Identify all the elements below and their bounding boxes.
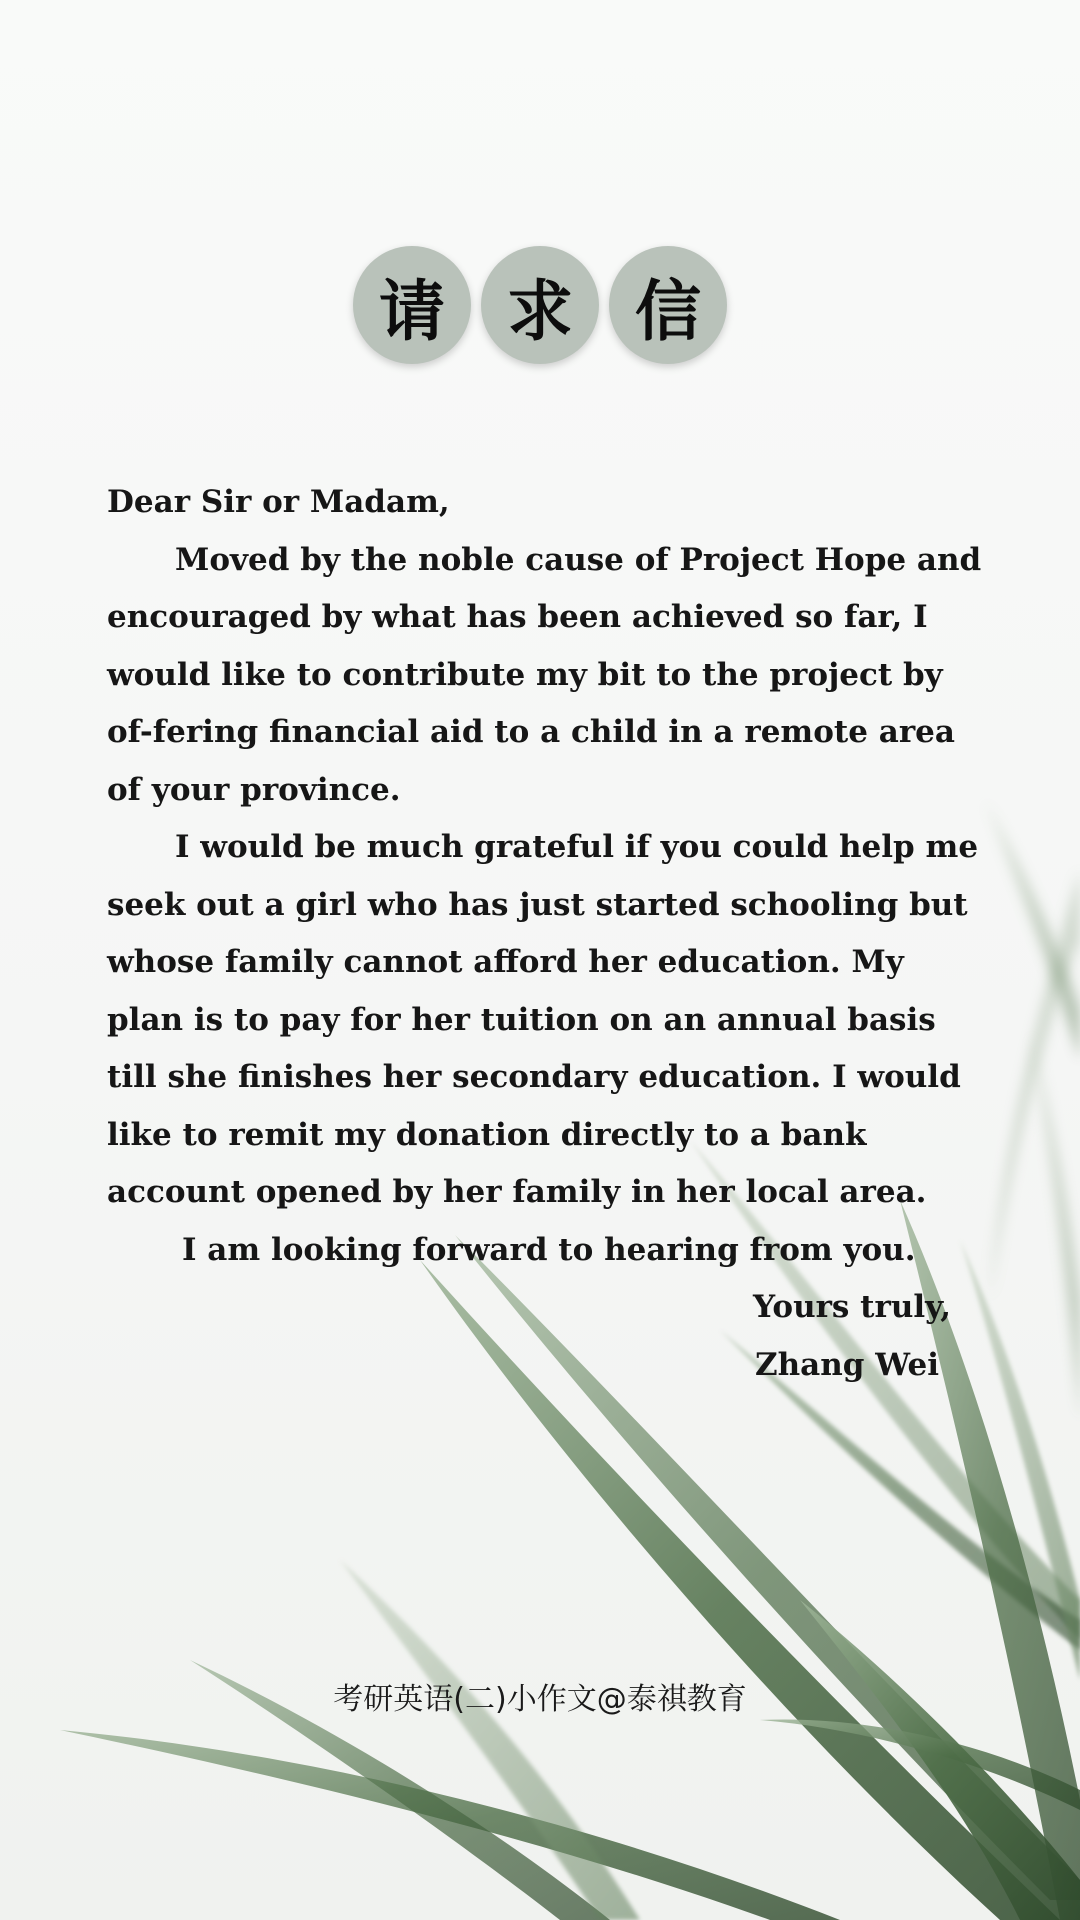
salutation: Dear Sir or Madam, [107, 484, 450, 520]
title-char-circle: 请 [353, 246, 471, 364]
title-char-circle: 信 [609, 246, 727, 364]
footer-caption: 考研英语(二)小作文@泰祺教育 [333, 1682, 747, 1717]
letter-body [107, 474, 987, 1394]
paragraph-1: Moved by the noble cause of Project Hope and encouraged by what has been achieved so far, I would like to contribute my bit to the project by of-fering financial aid to a child in a remote area of your province. [107, 541, 982, 808]
paragraph-2: I would be much grateful if you could help me seek out a girl who has just started schooling but whose family cannot afford her education. My plan is to pay for her tuition on an annual basis till she finishes her secondary education. I would like to remit my donation directly to a bank account opened by her family in her local area. [107, 829, 979, 1210]
sign-off: Yours truly, [752, 1289, 951, 1325]
title-char-circle: 求 [481, 246, 599, 364]
closing-line: I am looking forward to hearing from you. [182, 1231, 916, 1268]
title-banner [0, 246, 1080, 364]
signature: Zhang Wei [754, 1346, 939, 1383]
